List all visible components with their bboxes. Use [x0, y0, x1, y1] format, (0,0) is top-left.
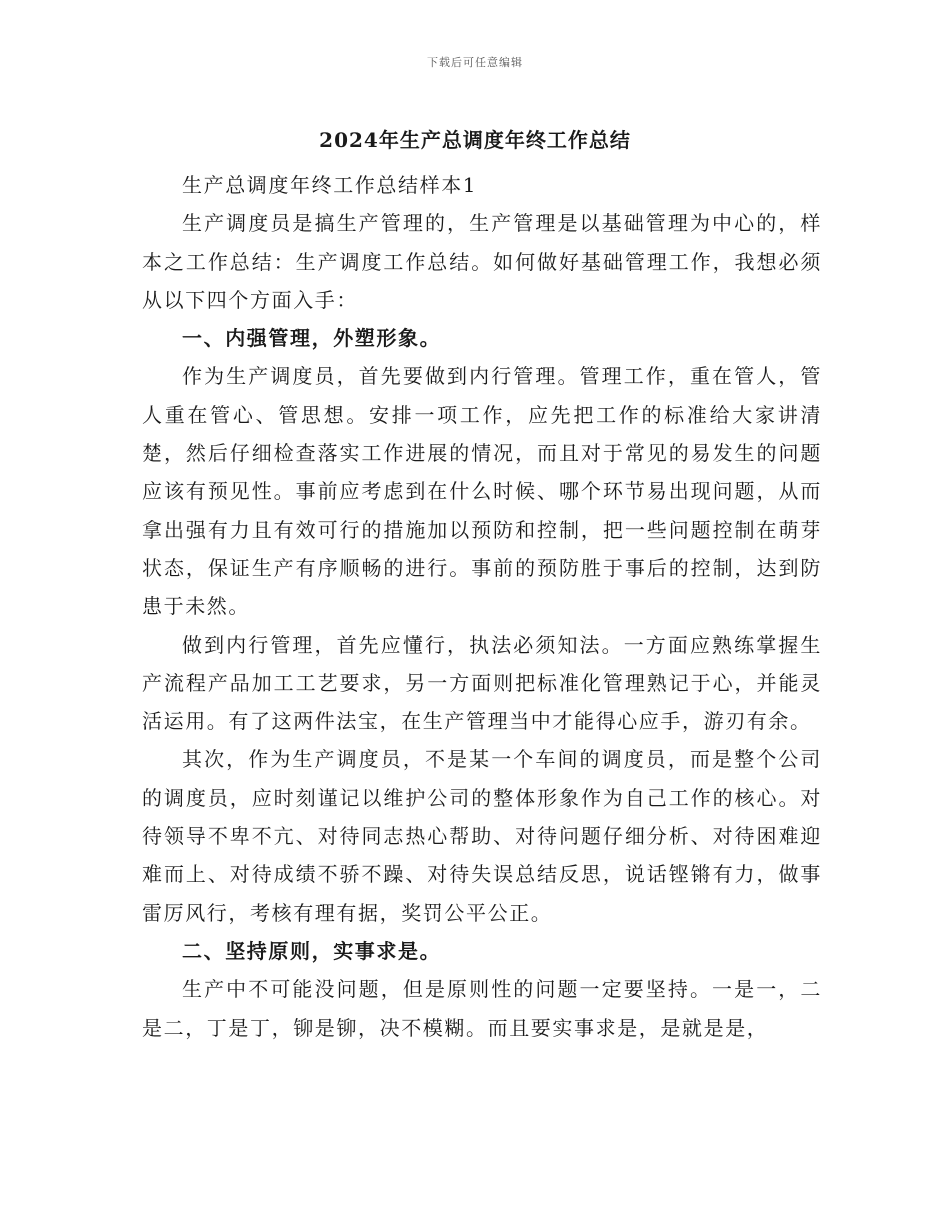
paragraph-sample-label: 生产总调度年终工作总结样本1: [182, 173, 478, 197]
document-title: 2024年生产总调度年终工作总结: [319, 128, 631, 152]
paragraph-inner-management: 作为生产调度员，首先要做到内行管理。管理工作，重在管人，管人重在管心、管思想。安排一项工作，应先把工作的标准给大家讲清楚，然后仔细检查落实工作进展的情况，而且对于常见的易发生的问题应该有预见性。事前应考虑到在什么时候、哪个环节易出现问题，从而拿出强有力且有效可行的措施加以预防和控制，把一些问题控制在萌芽状态，保证生产有序顺畅的进行。事前的预防胜于事后的控制，达到防患于未然。: [142, 364, 822, 619]
section-heading-2: 二、坚持原则，实事求是。: [182, 938, 442, 963]
paragraph-principles: 生产中不可能没问题，但是原则性的问题一定要坚持。一是一，二是二，丁是丁，铆是铆，决不模糊。而且要实事求是，是就是是，: [142, 977, 822, 1040]
header-note: 下载后可任意编辑: [427, 56, 523, 69]
paragraph-intro: 生产调度员是搞生产管理的，生产管理是以基础管理为中心的，样本之工作总结：生产调度工作总结。如何做好基础管理工作，我想必须从以下四个方面入手：: [142, 211, 822, 312]
section-heading-1: 一、内强管理，外塑形象。: [182, 326, 442, 351]
paragraph-know-the-trade: 做到内行管理，首先应懂行，执法必须知法。一方面应熟练掌握生产流程产品加工工艺要求，另一方面则把标准化管理熟记于心，并能灵活运用。有了这两件法宝，在生产管理当中才能得心应手，游刃有余。: [142, 632, 822, 734]
document-body: [142, 166, 822, 1047]
paragraph-company-image: 其次，作为生产调度员，不是某一个车间的调度员，而是整个公司的调度员，应时刻谨记以维护公司的整体形象作为自己工作的核心。对待领导不卑不亢、对待同志热心帮助、对待问题仔细分析、对待困难迎难而上、对待成绩不骄不躁、对待失误总结反思，说话铿锵有力，做事雷厉风行，考核有理有据，奖罚公平公正。: [142, 747, 822, 925]
